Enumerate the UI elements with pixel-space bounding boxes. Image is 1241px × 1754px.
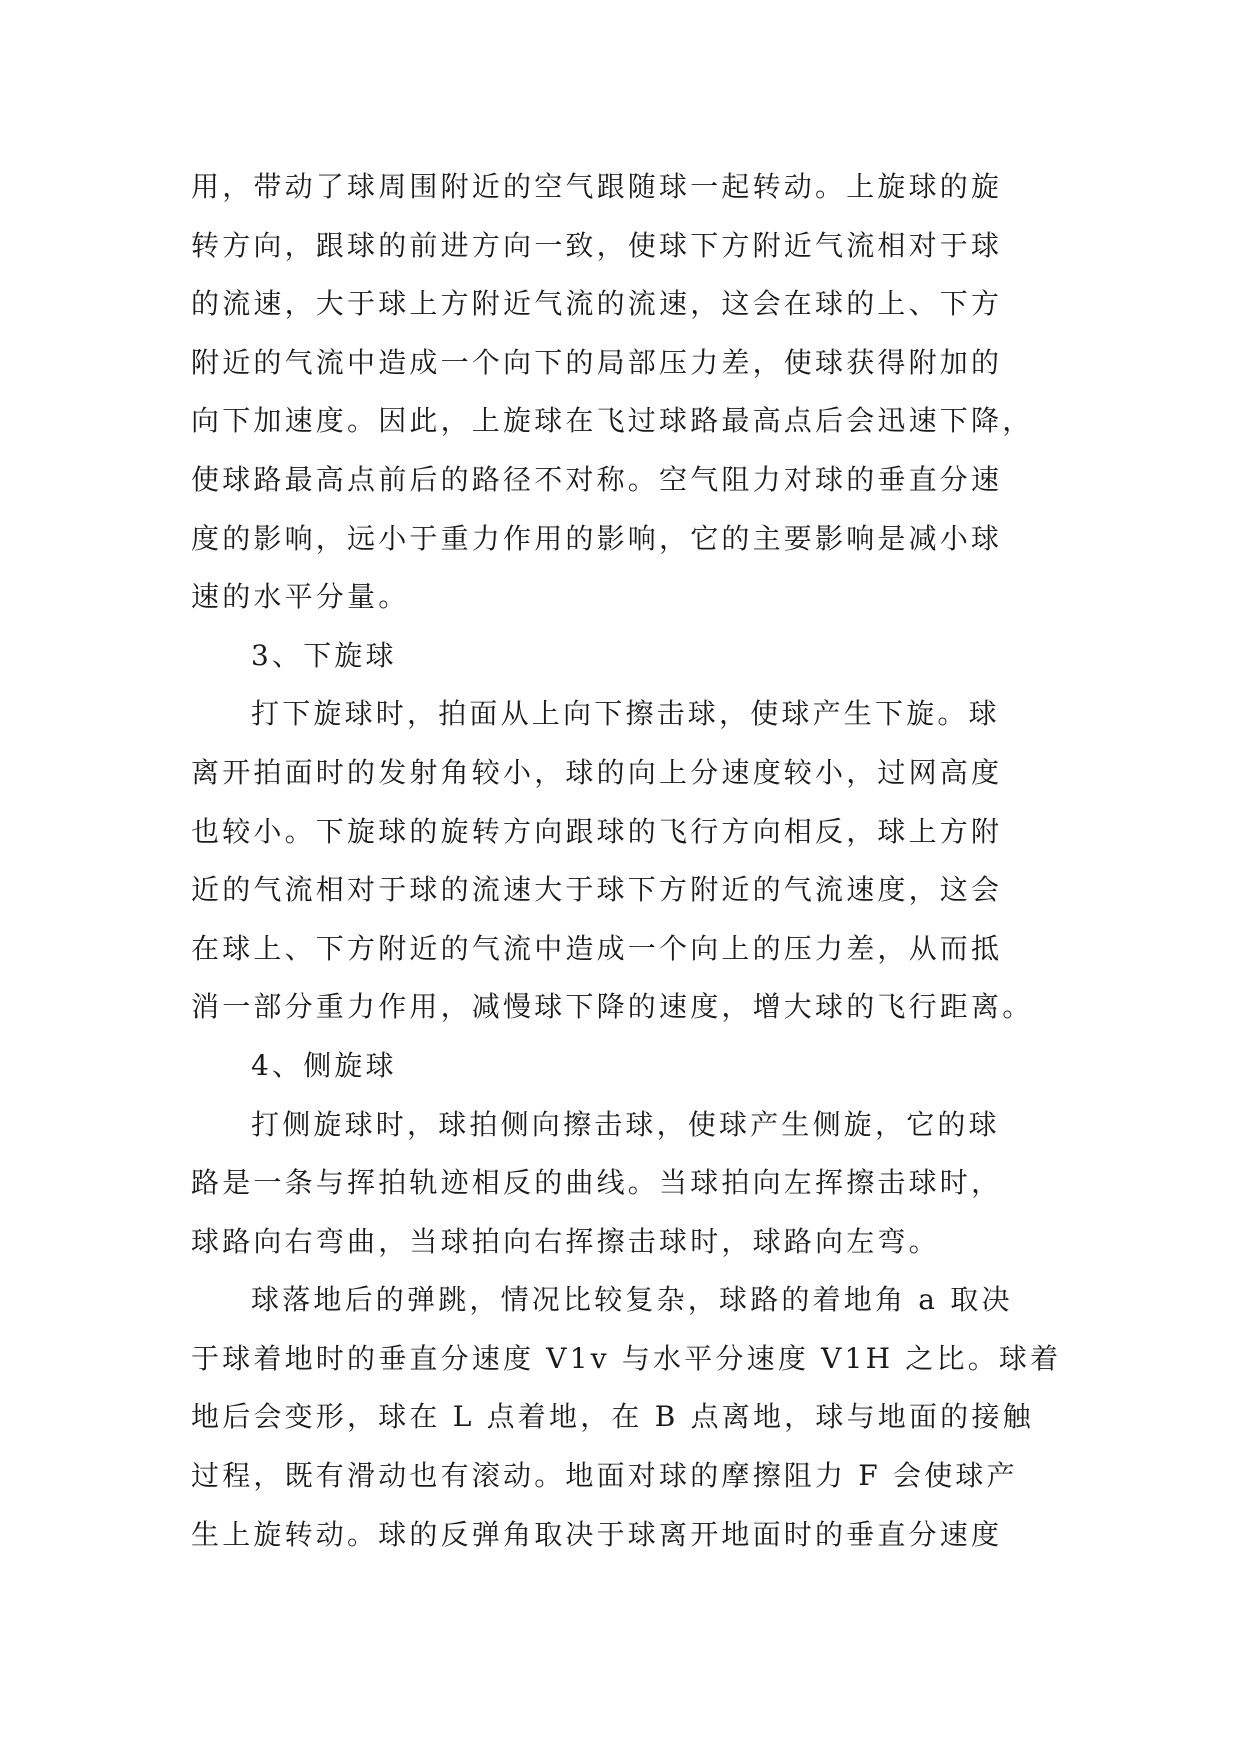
text-line: 3、下旋球 [251,638,397,672]
text-line: 生上旋转动。球的反弹角取决于球离开地面时的垂直分速度 [191,1517,1003,1551]
text-line: 近的气流相对于球的流速大于球下方附近的气流速度，这会 [191,873,1003,907]
text-line: 打侧旋球时，球拍侧向擦击球，使球产生侧旋，它的球 [251,1107,1000,1141]
text-line: 地后会变形，球在 L 点着地，在 B 点离地，球与地面的接触 [191,1400,1034,1434]
text-line: 也较小。下旋球的旋转方向跟球的飞行方向相反，球上方附 [191,814,1003,848]
text-line: 使球路最高点前后的路径不对称。空气阻力对球的垂直分速 [191,462,1003,496]
text-line: 转方向，跟球的前进方向一致，使球下方附近气流相对于球 [191,228,1003,262]
text-line: 球落地后的弹跳，情况比较复杂，球路的着地角 a 取决 [251,1283,1013,1317]
text-line: 过程，既有滑动也有滚动。地面对球的摩擦阻力 F 会使球产 [191,1459,1018,1493]
text-line: 打下旋球时，拍面从上向下擦击球，使球产生下旋。球 [251,697,1000,731]
text-line: 度的影响，远小于重力作用的影响，它的主要影响是减小球 [191,521,1003,555]
text-line: 附近的气流中造成一个向下的局部压力差，使球获得附加的 [191,345,1003,379]
text-line: 离开拍面时的发射角较小，球的向上分速度较小，过网高度 [191,755,1003,789]
text-line: 用，带动了球周围附近的空气跟随球一起转动。上旋球的旋 [191,170,1003,203]
text-line: 于球着地时的垂直分速度 V1v 与水平分速度 V1H 之比。球着 [191,1341,1062,1375]
text-line: 向下加速度。因此，上旋球在飞过球路最高点后会迅速下降， [191,404,1034,438]
text-line: 速的水平分量。 [191,580,410,614]
text-line: 路是一条与挥拍轨迹相反的曲线。当球拍向左挥擦击球时， [191,1166,1003,1200]
text-line: 的流速，大于球上方附近气流的流速，这会在球的上、下方 [191,287,1003,321]
text-line: 在球上、下方附近的气流中造成一个向上的压力差，从而抵 [191,931,1003,965]
text-line: 球路向右弯曲，当球拍向右挥擦击球时，球路向左弯。 [191,1224,940,1258]
text-line: 4、侧旋球 [251,1048,397,1082]
text-line: 消一部分重力作用，减慢球下降的速度，增大球的飞行距离。 [191,990,1034,1024]
body-text [191,158,1071,1564]
